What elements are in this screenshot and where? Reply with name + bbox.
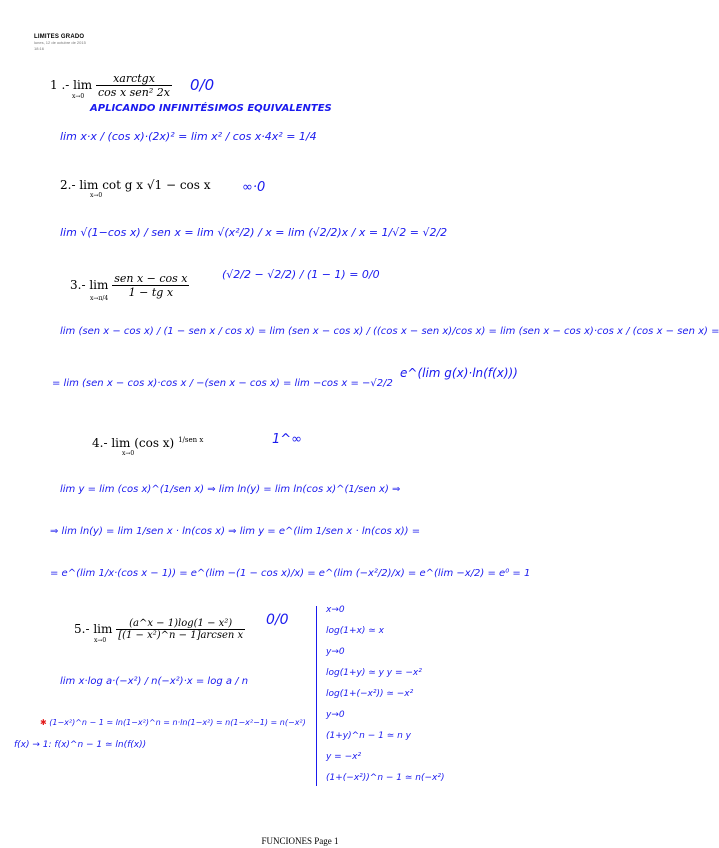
equivalences-list xyxy=(326,600,445,789)
problem-5-star-note xyxy=(40,718,306,727)
problem-4-work-a: lim y = lim (cos x)^(1/sen x) ⇒ lim ln(y) = lim ln(cos x)^(1/sen x) ⇒ xyxy=(60,484,401,495)
equivalence-item: (1+(−x²))^n − 1 ≃ n(−x²) xyxy=(326,773,445,783)
problem-1-sub: x→0 xyxy=(72,93,85,100)
problem-2-work: lim √(1−cos x) / sen x = lim √(x²/2) / x = lim (√2/2)x / x = 1/√2 = √2/2 xyxy=(60,226,448,239)
page-title: LIMITES GRADO xyxy=(34,34,85,40)
problem-4-sub: x→0 xyxy=(122,450,135,457)
problem-3-work-b: = lim (sen x − cos x)·cos x / −(sen x − cos x) = lim −cos x = −√2/2 xyxy=(52,378,393,389)
equivalence-item: (1+y)^n − 1 ≃ n y xyxy=(326,731,412,741)
side-brace xyxy=(316,606,321,786)
problem-4-indeterminate: 1^∞ xyxy=(272,432,302,447)
problem-4-exponent: 1/sen x xyxy=(178,436,204,444)
problem-5-fraction xyxy=(116,618,245,641)
problem-5-indeterminate: 0/0 xyxy=(266,612,289,628)
problem-4-work-c: = e^(lim 1/x·(cos x − 1)) = e^(lim −(1 − cos x)/x) = e^(lim (−x²/2)/x) = e^(lim −x/2) = e⁰ = 1 xyxy=(50,568,531,579)
problem-4 xyxy=(92,436,203,457)
problem-5-numerator: (a^x − 1)log(1 − x²) xyxy=(116,618,245,630)
date-line: lunes, 12 de octubre de 2015 xyxy=(34,40,86,45)
problem-4-label: 4.- lim (cos x) xyxy=(92,436,175,450)
problem-3-fraction xyxy=(112,272,189,299)
time-line: 18:16 xyxy=(34,46,45,51)
problem-2-label: 2.- lim cot g x √1 − cos x xyxy=(60,178,211,192)
problem-3-label: 3.- lim xyxy=(70,278,109,292)
problem-4-work-b: ⇒ lim ln(y) = lim 1/sen x · ln(cos x) ⇒ lim y = e^(lim 1/sen x · ln(cos x)) = xyxy=(50,526,421,537)
equivalence-item: log(1+x) ≃ x xyxy=(326,626,384,636)
problem-3-indeterminate: (√2/2 − √2/2) / (1 − 1) = 0/0 xyxy=(222,268,380,281)
problem-5-label: 5.- lim xyxy=(74,622,113,636)
problem-2-indeterminate: ∞·0 xyxy=(242,180,266,195)
problem-1-indeterminate: 0/0 xyxy=(190,76,215,94)
problem-1-label: 1 .- lim xyxy=(50,78,93,92)
equivalence-item: log(1+(−x²)) ≃ −x² xyxy=(326,689,414,699)
problem-2 xyxy=(60,178,211,199)
equivalence-item: log(1+y) ≃ y y = −x² xyxy=(326,668,422,678)
problem-5-sub: x→0 xyxy=(94,637,107,644)
problem-1-denominator: cos x sen² 2x xyxy=(98,86,170,99)
problem-3-numerator: sen x − cos x xyxy=(114,272,188,285)
problem-1 xyxy=(50,72,172,100)
problem-3-side-note: e^(lim g(x)·ln(f(x))) xyxy=(400,366,518,380)
problem-1-method: APLICANDO INFINITÉSIMOS EQUIVALENTES xyxy=(90,103,332,114)
problem-5-denominator: [(1 − x²)^n − 1]arcsen x xyxy=(118,630,244,641)
problem-5-work: lim x·log a·(−x²) / n(−x²)·x = log a / n xyxy=(60,676,249,687)
problem-3-work-a: lim (sen x − cos x) / (1 − sen x / cos x) = lim (sen x − cos x) / ((cos x − sen x)/cos x) = lim (sen x − cos x)·cos x / (cos x − sen x) = xyxy=(60,326,719,337)
problem-3-sub: x→π/4 xyxy=(90,295,109,302)
problem-2-sub: x→0 xyxy=(90,192,103,199)
problem-1-fraction xyxy=(96,72,172,99)
problem-1-work: lim x·x / (cos x)·(2x)² = lim x² / cos x·4x² = 1/4 xyxy=(60,130,317,143)
page-footer: FUNCIONES Page 1 xyxy=(261,836,339,846)
star-icon: ✱ xyxy=(40,718,50,727)
problem-5 xyxy=(74,618,245,644)
equivalence-item: y→0 xyxy=(326,710,345,720)
problem-1-numerator: xarctgx xyxy=(96,72,172,86)
equivalence-item: x→0 xyxy=(326,605,345,615)
problem-5-left-note: f(x) → 1: f(x)^n − 1 ≃ ln(f(x)) xyxy=(14,740,147,750)
equivalence-item: y = −x² xyxy=(326,752,362,762)
problem-3-denominator: 1 − tg x xyxy=(128,286,174,299)
page-header xyxy=(34,34,86,52)
problem-5-star-text: (1−x²)^n − 1 ≃ ln(1−x²)^n = n·ln(1−x²) ≃ n(1−x²−1) = n(−x²) xyxy=(49,718,306,727)
equivalence-item: y→0 xyxy=(326,647,345,657)
problem-3 xyxy=(70,272,189,302)
